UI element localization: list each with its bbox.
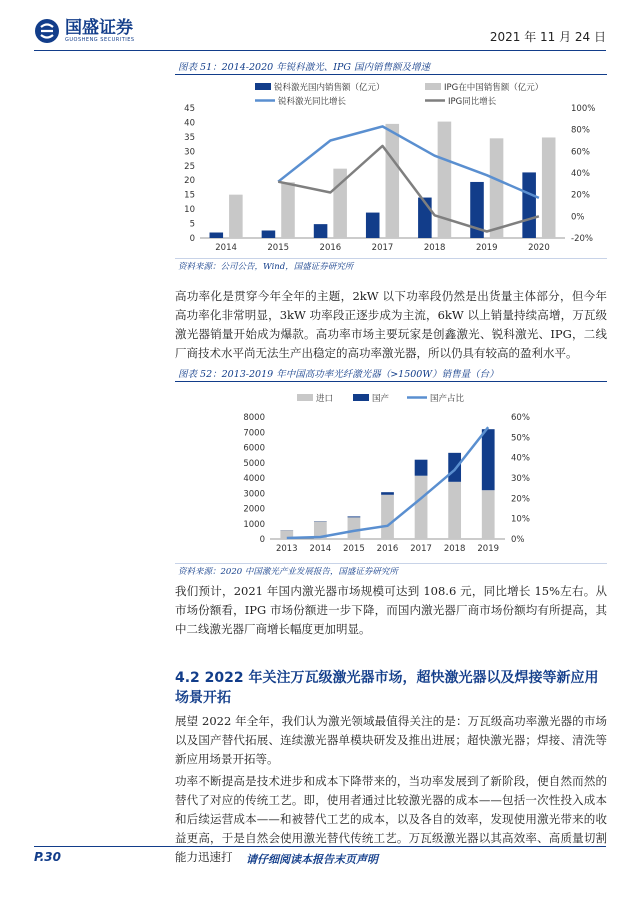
footer-divider [34, 846, 606, 847]
legend-label: IPG同比增长 [448, 97, 497, 107]
left-tick-label: 45 [184, 104, 195, 114]
left-tick-label: 30 [184, 147, 195, 158]
right-tick-label: 40% [571, 169, 590, 179]
figure1-source: 资料来源：公司公告，Wind，国盛证券研究所 [178, 262, 354, 272]
figure2-caption: 图表 52：2013-2019 年中国高功率光纤激光器（>1500W）销售量（台） [178, 369, 499, 380]
x-tick-label: 2018 [423, 243, 446, 253]
logo-icon [34, 18, 60, 44]
legend-label: 国产占比 [430, 394, 465, 404]
x-tick-label: 2018 [443, 544, 466, 554]
legend-label: 锐科激光国内销售额（亿元） [274, 83, 385, 93]
right-tick-label: 0% [511, 535, 525, 545]
legend-label: 进口 [316, 394, 334, 404]
right-tick-label: -20% [571, 234, 593, 244]
legend-label: 国产 [372, 394, 390, 404]
chart2 [175, 383, 607, 561]
left-tick-label: 8000 [243, 413, 265, 423]
left-tick-label: 0 [259, 535, 265, 545]
left-tick-label: 7000 [243, 428, 265, 439]
paragraph-3: 展望 2022 年全年，我们认为激光领域最值得关注的是：万瓦级高功率激光器的市场以及国产替代拓展、连续激光器单模块研发及推出进展；超快激光器；焊接、清洗等新应用场景开拓等。 [175, 714, 607, 766]
bar-锐科激光国内销售额（亿元） [522, 172, 536, 238]
bar-国产 [448, 453, 461, 482]
legend-swatch [297, 394, 313, 401]
left-tick-label: 6000 [243, 443, 265, 454]
right-tick-label: 30% [511, 474, 530, 484]
right-tick-label: 20% [571, 190, 590, 201]
bar-进口 [448, 482, 461, 539]
left-tick-label: 5 [189, 219, 195, 230]
paragraph-2: 我们预计，2021 年国内激光器市场规模可达到 108.6 元，同比增长 15%左右。从市场份额看，IPG 市场份额进一步下降，而国内激光器厂商市场份额均有所提高，其中二线激光器厂商增长幅度更加明显。 [175, 584, 607, 636]
left-tick-label: 20 [184, 176, 195, 187]
bar-国产 [381, 492, 394, 495]
bar-进口 [348, 517, 361, 539]
figure2-bottom-rule [175, 563, 607, 564]
right-tick-label: 0% [571, 212, 585, 223]
x-tick-label: 2015 [343, 544, 365, 554]
figure1-caption: 图表 51：2014-2020 年锐科激光、IPG 国内销售额及增速 [178, 62, 430, 73]
figure1-top-rule [175, 74, 607, 75]
header-divider [34, 50, 606, 51]
x-tick-label: 2019 [477, 544, 500, 554]
bar-进口 [381, 495, 394, 539]
right-tick-label: 60% [571, 147, 590, 158]
bar-锐科激光国内销售额（亿元） [314, 224, 328, 238]
bar-国产 [482, 429, 495, 490]
x-tick-label: 2013 [275, 544, 298, 554]
x-tick-label: 2014 [309, 544, 332, 554]
legend-label: 锐科激光同比增长 [278, 97, 347, 107]
x-tick-label: 2017 [410, 544, 432, 554]
bar-IPG在中国销售额（亿元） [542, 137, 556, 238]
left-tick-label: 3000 [243, 489, 265, 500]
bar-进口 [482, 490, 495, 539]
left-tick-label: 2000 [243, 504, 265, 515]
x-tick-label: 2014 [215, 243, 237, 253]
left-tick-label: 35 [184, 132, 195, 143]
x-tick-label: 2020 [528, 243, 550, 253]
left-tick-label: 0 [189, 234, 195, 244]
figure2-source: 资料来源：2020 中国激光产业发展报告，国盛证券研究所 [178, 567, 398, 577]
right-tick-label: 40% [511, 453, 530, 464]
bar-IPG在中国销售额（亿元） [229, 195, 243, 238]
page-number: P.30 [34, 850, 61, 864]
bar-锐科激光国内销售额（亿元） [210, 233, 224, 238]
bar-进口 [415, 476, 428, 539]
bar-国产 [348, 516, 361, 517]
bar-国产 [415, 460, 428, 476]
legend-label: IPG在中国销售额（亿元） [444, 83, 544, 93]
figure2-top-rule [175, 381, 607, 382]
x-tick-label: 2016 [319, 243, 342, 253]
left-tick-label: 4000 [243, 474, 265, 484]
left-tick-label: 25 [184, 161, 195, 172]
legend-swatch [353, 394, 369, 401]
x-tick-label: 2015 [267, 243, 290, 253]
logo-cn: 国盛证券 [65, 18, 133, 38]
header-logo [34, 18, 135, 44]
paragraph-4: 功率不断提高是技术进步和成本下降带来的，当功率发展到了新阶段，便自然而然的替代了对应的传统工艺。即，使用者通过比较激光器的成本——包括一次性投入成本和后续运营成本——和被替代工艺的成本，以及各自的效率，发现使用激光带来的收益更高，于是自然会使用激光替代传统工艺。万瓦级激光器以其高效率、高质量切割能力迅速打 [175, 774, 607, 864]
bar-锐科激光国内销售额（亿元） [366, 213, 380, 238]
chart1 [175, 76, 607, 256]
x-tick-label: 2016 [376, 544, 399, 554]
left-tick-label: 5000 [243, 458, 265, 469]
bar-IPG在中国销售额（亿元） [386, 124, 400, 238]
bar-锐科激光国内销售额（亿元） [262, 230, 276, 238]
report-date: 2021 年 11 月 24 日 [489, 30, 606, 44]
legend-swatch [425, 83, 441, 90]
logo-en: GUOSHENG SECURITIES [65, 37, 135, 43]
right-tick-label: 80% [571, 125, 590, 136]
paragraph-1: 高功率化是贯穿今年全年的主题，2kW 以下功率段仍然是出货量主体部分，但今年高功率化非常明显，3kW 功率段正逐步成为主流，6kW 以上销量持续高增，万瓦级激光器销量开始成为爆款。高功率市场主要玩家是创鑫激光、锐科激光、IPG，二线厂商技术水平尚无法生产出稳定的高功率激光器，所以仍具有较高的盈利水平。 [175, 289, 607, 360]
right-tick-label: 60% [511, 413, 530, 423]
right-tick-label: 20% [511, 494, 530, 505]
x-tick-label: 2019 [475, 243, 498, 253]
left-tick-label: 40 [184, 118, 195, 129]
right-tick-label: 50% [511, 433, 530, 444]
left-tick-label: 15 [184, 190, 195, 201]
left-tick-label: 10 [184, 205, 195, 216]
right-tick-label: 100% [571, 104, 596, 114]
bar-IPG在中国销售额（亿元） [281, 182, 295, 238]
legend-swatch [255, 83, 271, 90]
section-heading: 4.2 2022 年关注万瓦级激光器市场，超快激光器以及焊接等新应用场景开拓 [175, 670, 599, 706]
x-tick-label: 2017 [371, 243, 394, 253]
right-tick-label: 10% [511, 514, 530, 525]
bar-IPG在中国销售额（亿元） [490, 138, 504, 238]
figure1-bottom-rule [175, 258, 607, 259]
left-tick-label: 1000 [243, 519, 265, 530]
footer-disclaimer: 请仔细阅读本报告末页声明 [246, 853, 378, 866]
